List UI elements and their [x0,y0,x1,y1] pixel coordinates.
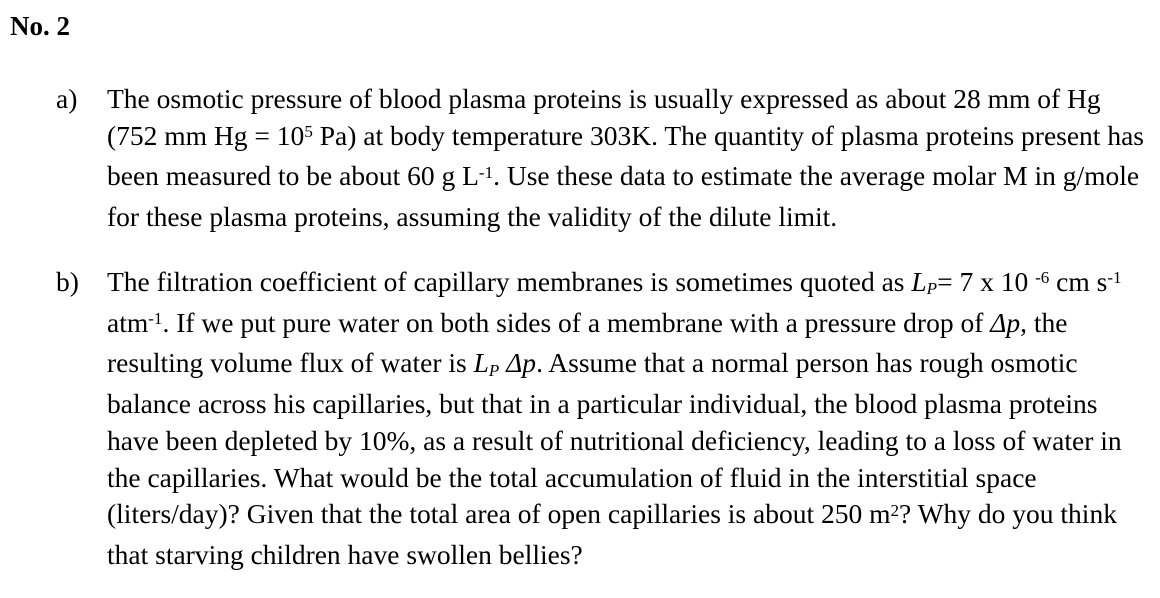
delta-p-symbol-2: Δp [499,347,537,379]
question-b-text-7: . Assume that a normal person has rough osmotic balance across his capillaries, but that in a particular individual, the blood plasma proteins have been depleted by 10%, as a result of nutritional deficiency, leading to a loss of water in the capillaries. What would be the total accumulation of fluid in the interstitial space (liters/day)? Given that the total area of open capillaries is about 250 m [107,347,1122,530]
question-a-text-3: . Use these data to estimate the average molar M in g/mole for these plasma proteins, assuming the validity of the dilute limit. [107,160,1140,233]
question-a-sup-2: -1 [478,162,494,182]
question-b-text [107,264,1156,574]
lp-sub-1: P [926,279,938,299]
lp-base-2: L [473,347,489,379]
lp-symbol-1 [911,266,937,297]
lp-symbol-2 [474,347,500,378]
question-b-sup-2: -1 [1107,268,1122,288]
problem-number: No. 2 [10,11,70,41]
question-b [56,264,1156,574]
question-a-sup-1: 5 [304,122,313,142]
question-b-sup-3: -1 [148,309,163,329]
question-b-text-3: cm s [1049,266,1108,297]
lp-base-1: L [911,266,927,297]
question-a-text-1: The osmotic pressure of blood plasma proteins is usually expressed as about 28 mm of Hg (752 mm Hg = 10 [107,83,1101,151]
question-b-text-1: The filtration coefficient of capillary membranes is sometimes quoted as [107,266,912,297]
question-b-text-4: atm [107,306,149,338]
question-b-sup-1: -6 [1035,268,1050,288]
question-a-marker: a) [56,83,78,114]
question-a-text [107,81,1156,236]
question-b-marker: b) [56,266,79,297]
question-b-sup-4: 2 [890,500,899,520]
delta-p-symbol-1: Δp [990,306,1021,338]
question-a [56,81,1156,236]
question-b-text-5: . If we put pure water on both sides of a membrane with a pressure drop of [162,306,991,338]
question-a-text-2: Pa) at body temperature 303K. The quantity of plasma proteins present has been measured to be about 60 g L [107,119,1144,192]
question-b-text-6: , the resulting volume flux of water is [107,306,1068,379]
question-b-text-8: ? Why do you think that starving children have swollen bellies? [107,498,1117,570]
question-b-text-2: = 7 x 10 [937,266,1036,297]
lp-sub-2: P [488,360,500,380]
